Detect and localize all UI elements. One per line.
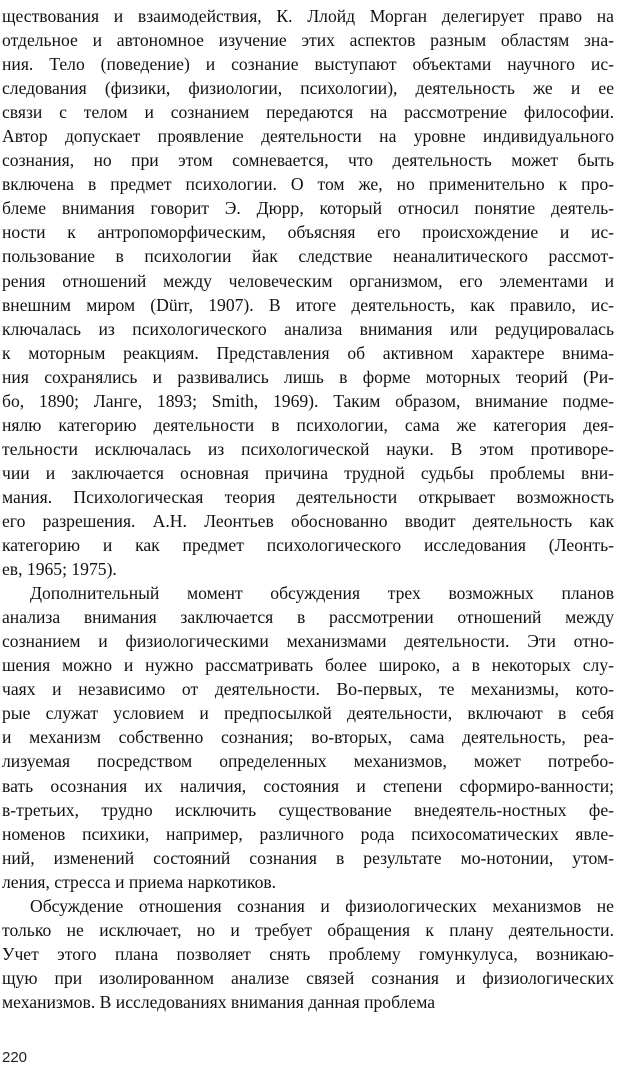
text-line: пользование в психологии йак следствие неаналитического рассмот-	[2, 246, 614, 267]
text-line: рения отношений между человеческим организмом, его элементами и	[2, 270, 614, 291]
text-line: механизмов. В исследованиях внимания данная проблема	[2, 991, 436, 1012]
text-line: отдельное и автономное изучение этих аспектов разным областям зна-	[2, 30, 614, 51]
paragraph	[2, 581, 614, 894]
text-line: анализа внимания заключается в рассмотрении отношений между	[2, 607, 614, 628]
text-line: ности к антропоморфическим, объясняя его происхождение и ис-	[2, 222, 614, 243]
text-line: ний, изменений состояний сознания в результате мо-нотонии, утом-	[2, 847, 614, 868]
text-line: щую при изолированном анализе связей сознания и физиологических	[2, 967, 614, 988]
text-line: Дополнительный момент обсуждения трех возможных планов	[30, 583, 614, 604]
text-line: следования (физики, физиологии, психологии), деятельность же и ее	[2, 78, 614, 99]
text-line: Обсуждение отношения сознания и физиологических механизмов не	[30, 895, 614, 916]
text-line: мания. Психологическая теория деятельности открывает возможность	[2, 486, 614, 507]
text-line: рые служат условием и предпосылкой деятельности, включают в себя	[2, 703, 614, 724]
text-line: Автор допускает проявление деятельности на уровне индивидуального	[2, 126, 614, 147]
text-line: и механизм собственно сознания; во-вторых, сама деятельность, реа-	[2, 727, 614, 748]
text-line: включена в предмет психологии. О том же, но применительно к про-	[2, 174, 614, 195]
text-line: ния сохранялись и развивались лишь в форме моторных теорий (Ри-	[2, 366, 614, 387]
text-line: вать осознания их наличия, состояния и степени сформиро-ванности;	[2, 775, 614, 796]
text-line: сознанием и физиологическими механизмами деятельности. Эти отно-	[2, 631, 614, 652]
text-line: ления, стресса и приема наркотиков.	[2, 871, 277, 892]
text-line: в-третьих, трудно исключить существование внедеятель-ностных фе-	[2, 799, 614, 820]
text-line: ев, 1965; 1975).	[2, 559, 117, 580]
text-line: ния. Тело (поведение) и сознание выступают объектами научного ис-	[2, 54, 614, 75]
text-line: ществования и взаимодействия, К. Ллойд Морган делегирует право на	[2, 6, 614, 26]
text-line: шения можно и нужно рассматривать более широко, а в некоторых слу-	[2, 655, 614, 676]
text-line: чии и заключается основная причина трудной судьбы проблемы вни-	[2, 462, 614, 483]
text-line: номенов психики, например, различного рода психосоматических явле-	[2, 823, 614, 844]
text-line: связи с телом и сознанием передаются на рассмотрение философии.	[2, 102, 614, 123]
paragraph	[2, 4, 614, 581]
paragraph	[2, 894, 614, 1014]
text-line: бо, 1890; Ланге, 1893; Smith, 1969). Таким образом, внимание подме-	[2, 390, 614, 411]
text-line: нялю категорию деятельности в психологии, сама же категория дея-	[2, 414, 614, 435]
text-line: внешним миром (Dürr, 1907). В итоге деятельность, как правило, ис-	[2, 294, 614, 315]
text-line: к моторным реакциям. Представления об активном характере внима-	[2, 342, 614, 363]
text-line: лизуемая посредством определенных механизмов, может потребо-	[2, 751, 614, 772]
text-line: категорию и как предмет психологического исследования (Леонть-	[2, 535, 614, 556]
body-text	[2, 4, 614, 1014]
text-line: тельности исключалась из психологической науки. В этом противоре-	[2, 438, 614, 459]
text-line: чаях и независимо от деятельности. Во-первых, те механизмы, кото-	[2, 679, 614, 700]
text-line: ключалась из психологического анализа внимания или редуцировалась	[2, 318, 614, 339]
text-line: блеме внимания говорит Э. Дюрр, который относил понятие деятель-	[2, 198, 614, 219]
page-number: 220	[2, 1049, 28, 1066]
text-line: его разрешения. А.Н. Леонтьев обоснованно вводит деятельность как	[2, 510, 614, 531]
text-line: Учет этого плана позволяет снять проблему гомункулуса, возникаю-	[2, 943, 614, 964]
text-line: только не исключает, но и требует обращения к плану деятельности.	[2, 919, 614, 940]
text-line: сознания, но при этом сомневается, что деятельность может быть	[2, 150, 614, 171]
